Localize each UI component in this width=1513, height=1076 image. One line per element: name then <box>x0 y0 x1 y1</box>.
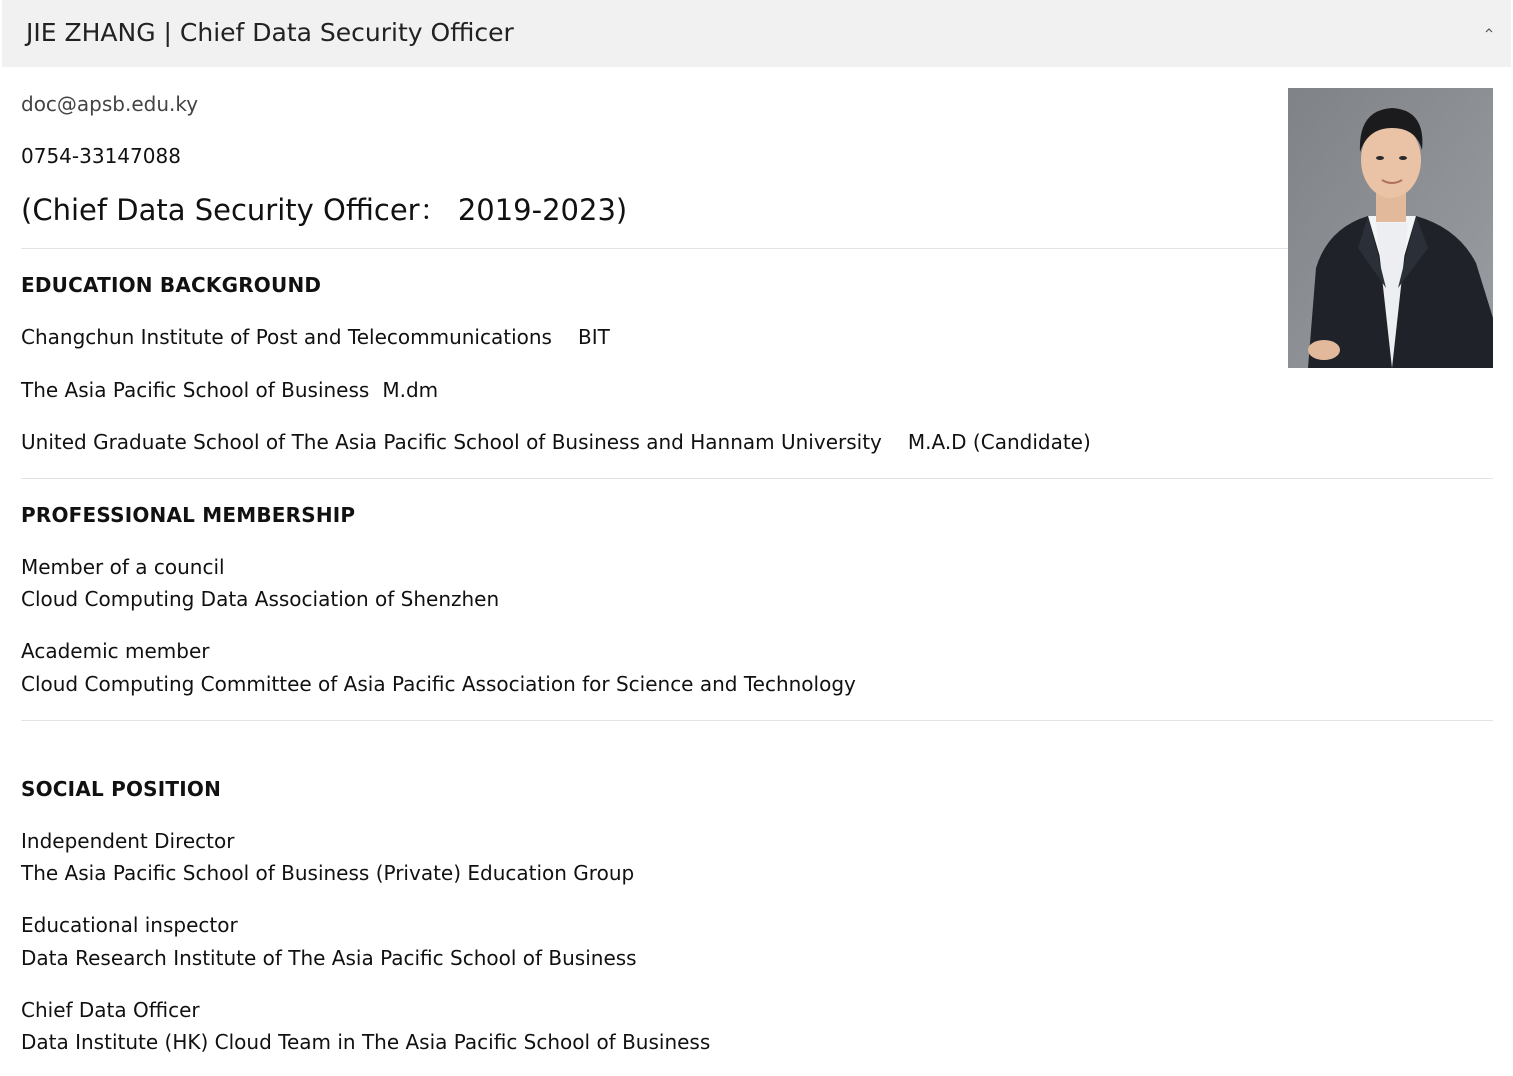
education-item <box>21 428 1091 456</box>
portrait-illustration <box>1288 88 1493 368</box>
education-school: The Asia Pacific School of Business <box>21 378 370 402</box>
social-organization: The Asia Pacific School of Business (Private) Education Group <box>21 861 635 885</box>
divider <box>21 478 1493 479</box>
social-role: Independent Director <box>21 829 235 853</box>
membership-heading: PROFESSIONAL MEMBERSHIP <box>21 503 356 527</box>
membership-role: Member of a council <box>21 555 225 579</box>
social-organization: Data Institute (HK) Cloud Team in The Asia Pacific School of Business <box>21 1030 711 1054</box>
social-role: Educational inspector <box>21 913 238 937</box>
current-position: (Chief Data Security Officer： 2019-2023) <box>21 193 628 227</box>
social-heading: SOCIAL POSITION <box>21 777 222 801</box>
chevron-up-icon[interactable] <box>1483 24 1495 36</box>
education-degree: M.A.D (Candidate) <box>907 430 1091 454</box>
divider <box>21 720 1493 721</box>
accordion-title: JIE ZHANG | Chief Data Security Officer <box>26 18 514 47</box>
divider <box>21 248 1288 249</box>
social-role: Chief Data Officer <box>21 998 200 1022</box>
education-school: Changchun Institute of Post and Telecommunications <box>21 325 552 349</box>
phone-text: 0754-33147088 <box>21 144 181 168</box>
education-school: United Graduate School of The Asia Pacific School of Business and Hannam University <box>21 430 882 454</box>
social-organization: Data Research Institute of The Asia Pacific School of Business <box>21 946 637 970</box>
education-item <box>21 323 610 351</box>
membership-organization: Cloud Computing Committee of Asia Pacific Association for Science and Technology <box>21 672 856 696</box>
membership-organization: Cloud Computing Data Association of Shenzhen <box>21 587 500 611</box>
email-text: doc@apsb.edu.ky <box>21 92 199 116</box>
education-degree: M.dm <box>382 378 439 402</box>
membership-role: Academic member <box>21 639 210 663</box>
education-heading: EDUCATION BACKGROUND <box>21 273 322 297</box>
accordion-header[interactable] <box>2 0 1511 67</box>
education-item <box>21 376 438 404</box>
education-degree: BIT <box>577 325 610 349</box>
profile-photo <box>1288 88 1493 368</box>
